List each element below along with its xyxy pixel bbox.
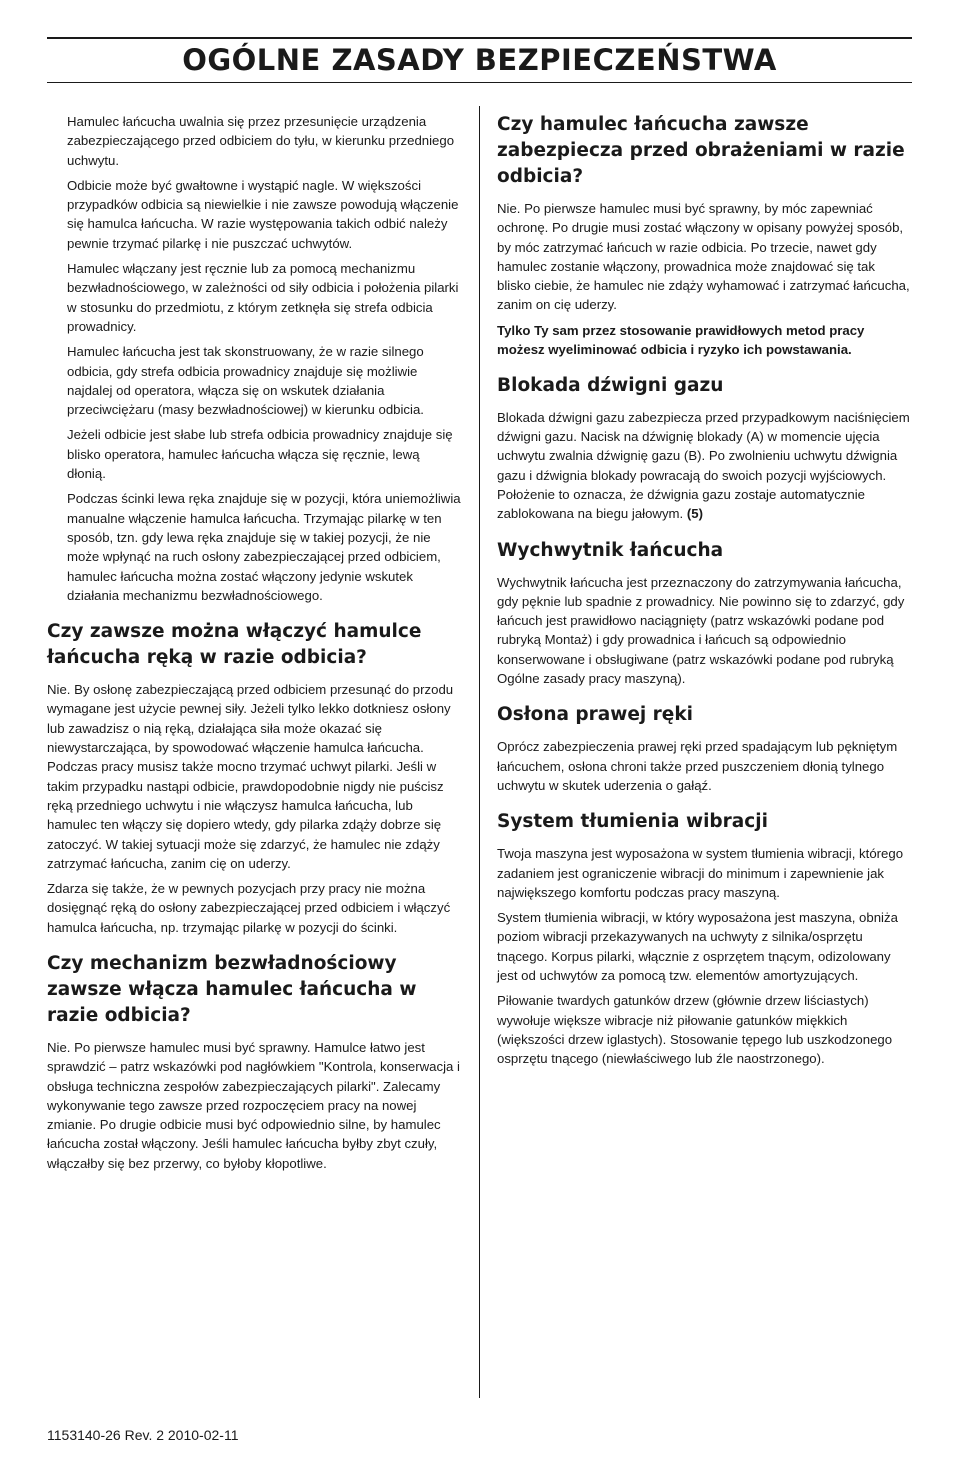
intro-paragraph: Jeżeli odbicie jest słabe lub strefa odbicia prowadnicy znajduje się blisko operatora, hamulec łańcucha włącza się ręcznie, lewą dłonią.: [67, 427, 453, 482]
section-heading-brake-protection: Czy hamulec łańcucha zawsze zabezpiecza przed obrażeniami w razie odbicia?: [497, 114, 905, 187]
intro-paragraph: Hamulec łańcucha uwalnia się przez przesunięcie urządzenia zabezpieczającego przed odbiciem do tyłu, w kierunku przedniego uchwytu.: [67, 114, 455, 168]
intro-paragraph: Hamulec włączany jest ręcznie lub za pomocą mechanizmu bezwładnościowego, w zależności od siły odbicia i położenia pilarki w stosunku do przedmiotu, z którym zetknęła się strefa odbicia prowadnicy.: [67, 261, 459, 334]
intro-paragraph: Hamulec łańcucha jest tak skonstruowany, że w razie silnego odbicia, gdy strefa odbicia prowadnicy znajduje się możliwie najdalej od operatora, włącza się on wskutek działania przeciwciężaru (masy bezwładnościowej) w kierunku odbicia.: [67, 344, 424, 418]
figure-reference: (5): [686, 506, 703, 522]
section-heading-throttle-lockout: Blokada dźwigni gazu: [497, 374, 724, 396]
section-heading-right-hand-guard: Osłona prawej ręki: [497, 704, 693, 726]
intro-paragraph: Odbicie może być gwałtowne i wystąpić nagle. W większości przypadków odbicia są niewielkie i nie zawsze powodują włączenie się hamulca łańcucha. W razie występowania takich odbić należy pewnie trzymać pilarkę i nie puszczać uchwytów.: [67, 177, 459, 251]
body-paragraph: Nie. Po pierwsze hamulec musi być sprawny. Hamulce łatwo jest sprawdzić – patrz wskazówki pod nagłówkiem "Kontrola, konserwacja i obsługa techniczna zespołów zabezpieczających pilarki". Zalecamy wykonywanie tego zawsze przed rozpoczęciem pracy na nowej zmianie. Po drugie odbicie musi być odpowiednio silne, by hamulec łańcucha został włączony. Jeśli hamulec łańcucha byłby zbyt czuły, włączałby się bez przerwy, co byłoby kłopotliwe.: [47, 1039, 460, 1171]
body-paragraph: Zdarza się także, że w pewnych pozycjach przy pracy nie można dosięgnąć ręką do osłony zabezpieczającej przed odbiciem i włączyć hamulca łańcucha, np. trzymając pilarkę w pozycji do ścinki.: [47, 881, 451, 935]
page-title: OGÓLNE ZASADY BEZPIECZEŃSTWA: [182, 43, 777, 77]
bold-note: Tylko Ty sam przez stosowanie prawidłowych metod pracy możesz wyeliminować odbicia i ryzyko ich powstawania.: [497, 322, 865, 357]
left-column: [47, 112, 461, 1179]
section-heading-vibration-damping: System tłumienia wibracji: [497, 811, 768, 833]
right-column: [497, 112, 911, 1075]
throttle-lockout-text: Blokada dźwigni gazu zabezpiecza przed przypadkowym naciśnięciem dźwigni gazu. Nacisk na dźwignię blokady (A) w momencie ujęcia uchwytu zwalnia dźwignię gazu (B). Po zwolnieniu uchwytu dźwignia gazu i dźwignia blokady powracają do swoich pozycji wyjściowych. Położenie to oznacza, że dźwignia gazu zostaje automatycznie zablokowana na biegu jałowym.: [497, 409, 910, 522]
section-heading-inertia-brake: Czy mechanizm bezwładnościowy zawsze włącza hamulec łańcucha w razie odbicia?: [47, 952, 417, 1026]
body-paragraph: [497, 408, 911, 524]
body-paragraph: Oprócz zabezpieczenia prawej ręki przed spadającym lub pękniętym łańcuchem, osłona chroni także przed puszczeniem dłonią tylnego uchwytu w skutek uderzenia o gałąź.: [497, 739, 898, 793]
body-paragraph: Nie. Po pierwsze hamulec musi być sprawny, by móc zapewniać ochronę. Po drugie musi zostać włączony w opisany powyżej sposób, by móc zatrzymać łańcuch w razie odbicia. Po trzecie, nawet gdy hamulec zostanie włączony, prowadnica może znajdować się tak blisko ciebie, że hamulec nie zdąży wyhamować i zatrzymać łańcucha, zanim on cię uderzy.: [497, 201, 910, 313]
header-bottom-rule: [47, 82, 912, 83]
body-paragraph: Wychwytnik łańcucha jest przeznaczony do zatrzymywania łańcucha, gdy pęknie lub spadnie z prowadnicy. Nie powinno się to zdarzyć, gdy łańcuch jest prawidłowo naciągnięty (patrz wskazówki podane pod rubryką Montaż) i gdy prowadnica i łańcuch są odpowiednio konserwowane i obsługiwane (patrz wskazówki podane pod rubryką Ogólne zasady pracy maszyną).: [497, 574, 905, 687]
document-footer: 1153140-26 Rev. 2 2010-02-11: [47, 1427, 239, 1443]
body-paragraph: Nie. By osłonę zabezpieczającą przed odbiciem przesunąć do przodu wymagane jest użycie pewnej siły. Jeżeli tylko lekko dotkniesz osłony lub zawadzisz o nią ręką, działająca siła może okazać się niewystarczająca, by spowodować włączenie hamulca łańcucha. Podczas pracy musisz także mocno trzymać uchwyt pilarki. Jeśli w takim przypadku nastąpi odbicie, prawdopodobnie nigdy nie puścisz ręką przedniego uchwytu i nie włączysz hamulca łańcucha, lub hamulec ten włączy się dopiero wtedy, gdy pilarka zdąży dobrze się zatoczyć. W takiej sytuacji może się zdarzyć, że hamulec nie zdąży zatrzymać łańcucha, zanim cię on uderzy.: [47, 682, 454, 871]
section-heading-manual-brake: Czy zawsze można włączyć hamulce łańcucha ręką w razie odbicia?: [47, 621, 422, 669]
section-heading-chain-catcher: Wychwytnik łańcucha: [497, 539, 724, 561]
column-divider: [479, 106, 480, 1398]
intro-paragraph: Podczas ścinki lewa ręka znajduje się w pozycji, która uniemożliwia manualne włączenie hamulca łańcucha. Trzymając pilarkę w ten sposób, tzn. gdy lewa ręka znajduje się w takiej pozycji, że nie może wpłynąć na ruch osłony zabezpieczającej przed odbiciem, hamulec łańcucha można zostać włączony jedynie wskutek działania mechanizmu bezwładnościowego.: [67, 491, 461, 603]
body-paragraph: Piłowanie twardych gatunków drzew (głównie drzew liściastych) wywołuje większe wibracje niż piłowanie gatunków miękkich (większości drzew iglastych). Stosowanie tępego lub uszkodzonego osprzętu tnącego (niewłaściwego lub źle naostrzonego).: [497, 993, 893, 1067]
body-paragraph: System tłumienia wibracji, w który wyposażona jest maszyna, obniża poziom wibracji przekazywanych na uchwyty z silnika/osprzętu tnącego. Korpus pilarki, włącznie z osprzętem tnącym, odizolowany jest od uchwytów za pomocą tzw. elementów amortyzujących.: [497, 910, 898, 984]
header-top-rule: [47, 37, 912, 39]
body-paragraph: Twoja maszyna jest wyposażona w system tłumienia wibracji, którego zadaniem jest ograniczenie wibracji do minimum i zapewnienie jak największego komfortu podczas pracy maszyną.: [497, 846, 904, 900]
